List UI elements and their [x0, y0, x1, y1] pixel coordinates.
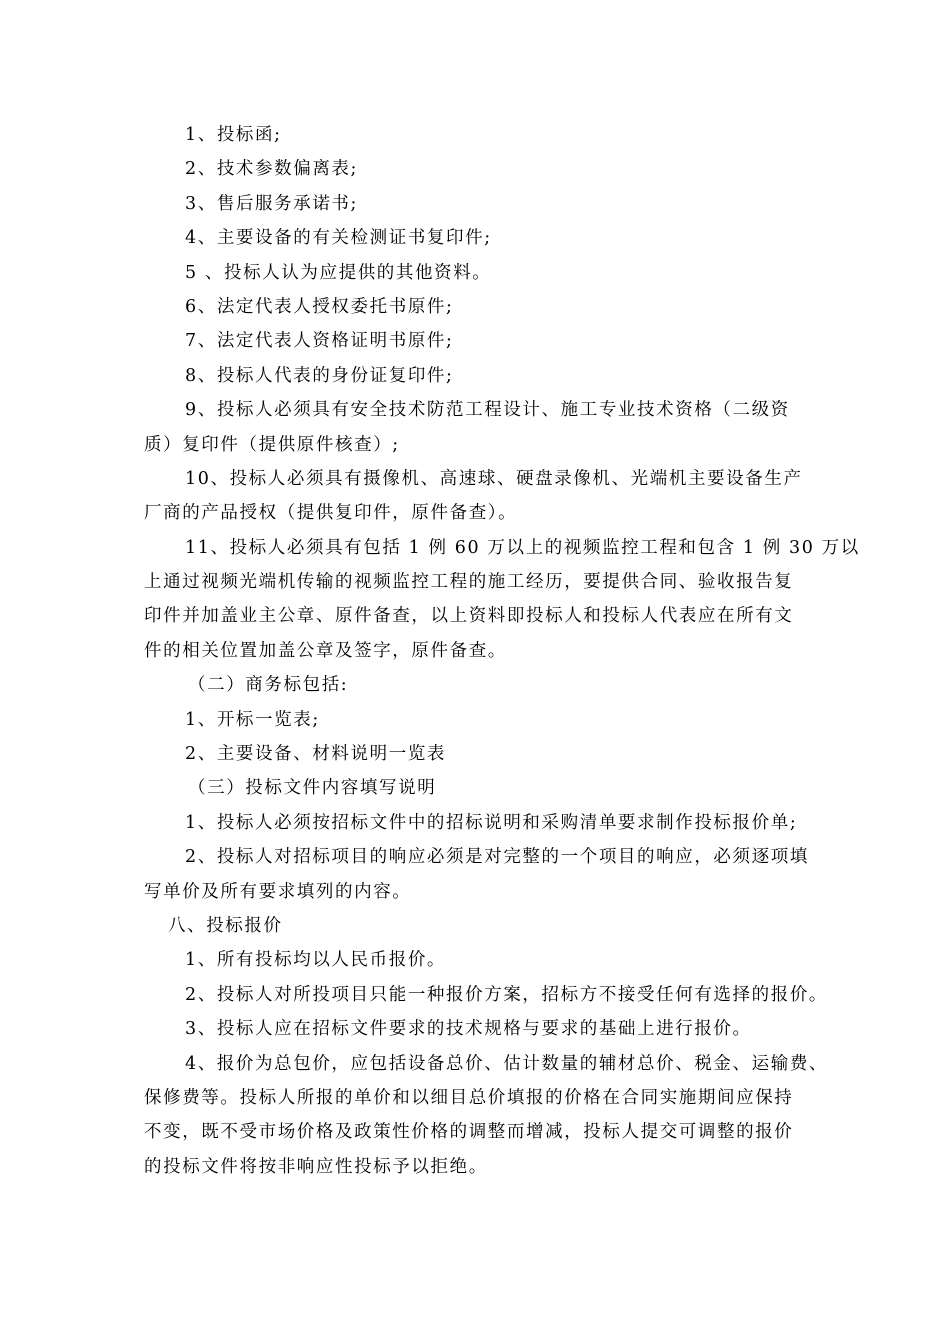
section-heading: （二）商务标包括: — [188, 675, 349, 696]
document-body — [0, 118, 950, 1184]
list-item-continuation: 保修费等。投标人所报的单价和以细目总价填报的价格在合同实施期间应保持 — [144, 1087, 794, 1108]
list-item: 2、技术参数偏离表; — [185, 159, 359, 180]
list-item-continuation: 上通过视频光端机传输的视频监控工程的施工经历，要提供合同、验收报告复 — [144, 572, 794, 593]
list-item: 9、投标人必须具有安全技术防范工程设计、施工专业技术资格（二级资 — [185, 400, 790, 421]
list-item-continuation: 不变，既不受市场价格及政策性价格的调整而增减，投标人提交可调整的报价 — [144, 1122, 794, 1143]
section-heading: 八、投标报价 — [168, 915, 283, 936]
list-item: 1、开标一览表; — [185, 709, 320, 730]
list-item: 3、投标人应在招标文件要求的技术规格与要求的基础上进行报价。 — [185, 1019, 752, 1040]
list-item: 2、主要设备、材料说明一览表 — [185, 744, 447, 765]
list-item: 6、法定代表人授权委托书原件; — [185, 296, 454, 317]
list-item: 1、投标函; — [185, 125, 282, 145]
list-item-continuation: 写单价及所有要求填列的内容。 — [144, 881, 412, 902]
list-item-continuation: 件的相关位置加盖公章及签字，原件备查。 — [144, 640, 507, 661]
list-item: 2、投标人对所投项目只能一种报价方案，招标方不接受任何有选择的报价。 — [185, 984, 829, 1005]
section-heading: （三）投标文件内容填写说明 — [188, 778, 437, 799]
list-item: 4、主要设备的有关检测证书复印件; — [185, 228, 492, 249]
list-item: 8、投标人代表的身份证复印件; — [185, 365, 454, 386]
list-item-continuation: 印件并加盖业主公章、原件备查，以上资料即投标人和投标人代表应在所有文 — [144, 606, 794, 627]
list-item: 5 、投标人认为应提供的其他资料。 — [185, 262, 492, 283]
list-item-continuation: 的投标文件将按非响应性投标予以拒绝。 — [144, 1156, 488, 1177]
list-item: 4、报价为总包价，应包括设备总价、估计数量的辅材总价、税金、运输费、 — [185, 1053, 829, 1074]
list-item: 11、投标人必须具有包括 1 例 60 万以上的视频监控工程和包含 1 例 30 万以 — [185, 537, 860, 558]
list-item-continuation: 质）复印件（提供原件核查）; — [144, 434, 400, 455]
list-item-continuation: 厂商的产品授权（提供复印件，原件备查）。 — [144, 503, 518, 524]
list-item: 7、法定代表人资格证明书原件; — [185, 331, 454, 352]
list-item: 3、售后服务承诺书; — [185, 193, 359, 214]
list-item: 1、所有投标均以人民币报价。 — [185, 950, 447, 971]
list-item: 1、投标人必须按招标文件中的招标说明和采购清单要求制作投标报价单; — [185, 812, 798, 833]
list-item: 2、投标人对招标项目的响应必须是对完整的一个项目的响应，必须逐项填 — [185, 847, 809, 868]
list-item: 10、投标人必须具有摄像机、高速球、硬盘录像机、光端机主要设备生产 — [185, 468, 803, 489]
